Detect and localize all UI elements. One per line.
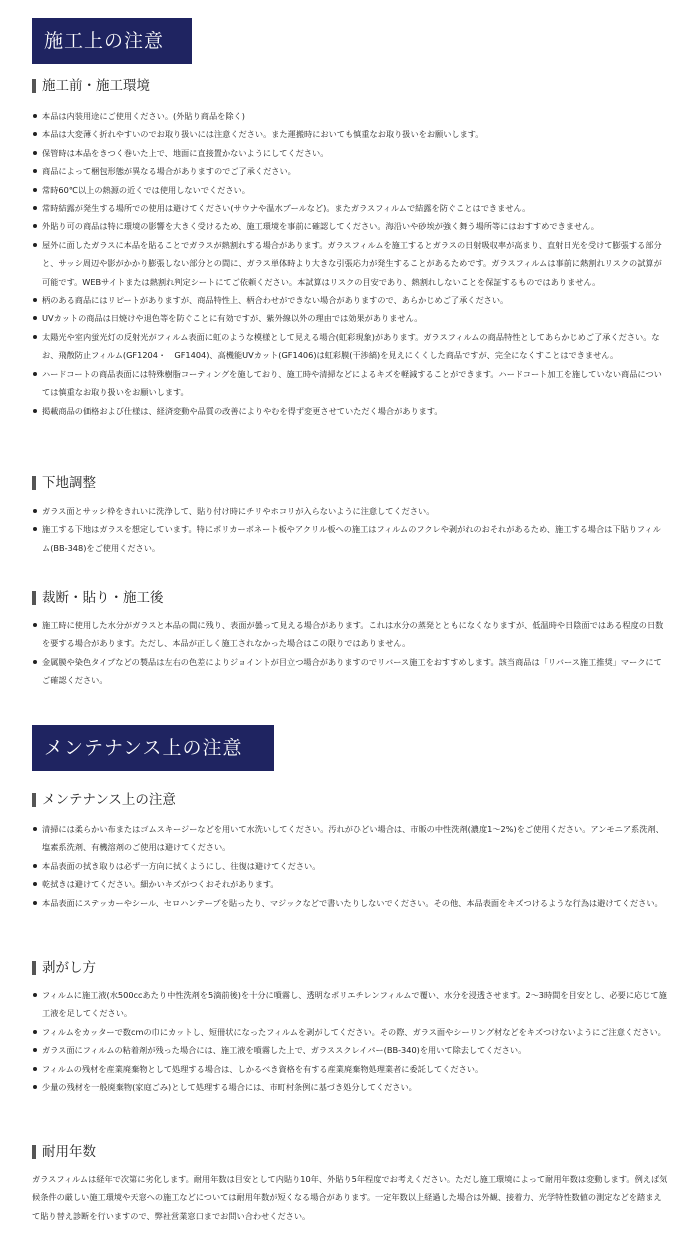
- pre-construction-list: [32, 107, 668, 420]
- list-item: 掲載商品の価格および仕様は、経済変動や品質の改善によりやむを得ず変更させていただく場合があります。: [32, 402, 668, 420]
- lifespan-heading: 耐用年数: [32, 1142, 96, 1162]
- list-item: 施工する下地はガラスを想定しています。特にポリカーボネート板やアクリル板への施工はフィルムのフクレや剥がれのおそれがあるため、施工する場合は下貼りフィルム(BB-348)をご使用ください。: [32, 520, 668, 557]
- list-item: 施工時に使用した水分がガラスと本品の間に残り、表面が曇って見える場合があります。これは水分の蒸発とともになくなりますが、低温時や日陰面ではある程度の日数を要する場合があります。ただし、本品が正しく施工されなかった場合はこの限りではありません。: [32, 616, 668, 653]
- list-item: 金属膜や染色タイプなどの製品は左右の色差によりジョイントが目立つ場合がありますのでリバース施工をおすすめします。該当商品は「リバース施工推奨」マークにてご確認ください。: [32, 653, 668, 690]
- list-item: 本品表面にステッカーやシール、セロハンテープを貼ったり、マジックなどで書いたりしないでください。その他、本品表面をキズつけるような行為は避けてください。: [32, 894, 668, 912]
- base-preparation-list: [32, 502, 668, 557]
- removal-list: [32, 986, 668, 1096]
- list-item: フィルムに施工液(水500ccあたり中性洗剤を5滴前後)を十分に噴霧し、透明なポリエチレンフィルムで覆い、水分を浸透させます。2〜3時間を目安とし、必要に応じて施工液を足してください。: [32, 986, 668, 1023]
- maintenance-notes-banner: メンテナンス上の注意: [32, 725, 274, 771]
- list-item: 柄のある商品にはリピートがありますが、商品特性上、柄合わせができない場合がありますので、あらかじめご了承ください。: [32, 291, 668, 309]
- list-item: 乾拭きは避けてください。細かいキズがつくおそれがあります。: [32, 875, 668, 893]
- list-item: ガラス面にフィルムの粘着剤が残った場合には、施工液を噴霧した上で、ガラススクレイパー(BB-340)を用いて除去してください。: [32, 1041, 668, 1059]
- list-item: 少量の残材を一般廃棄物(家庭ごみ)として処理する場合には、市町村条例に基づき処分してください。: [32, 1078, 668, 1096]
- list-item: 保管時は本品をきつく巻いた上で、地面に直接置かないようにしてください。: [32, 144, 668, 162]
- removal-heading: 剥がし方: [32, 958, 96, 978]
- list-item: 外貼り可の商品は特に環境の影響を大きく受けるため、施工環境を事前に確認してください。海沿いや砂埃が強く舞う場所等にはおすすめできません。: [32, 217, 668, 235]
- cutting-application-heading: 裁断・貼り・施工後: [32, 588, 164, 608]
- list-item: ハードコートの商品表面には特殊樹脂コーティングを施しており、施工時や清掃などによるキズを軽減することができます。ハードコート加工を施していない商品については慎重なお取り扱いをお願いします。: [32, 365, 668, 402]
- list-item: 本品は大変薄く折れやすいのでお取り扱いには注意ください。また運搬時においても慎重なお取り扱いをお願いします。: [32, 125, 668, 143]
- list-item: 本品は内装用途にご使用ください。(外貼り商品を除く): [32, 107, 668, 125]
- list-item: ガラス面とサッシ枠をきれいに洗浄して、貼り付け時にチリやホコリが入らないように注意してください。: [32, 502, 668, 520]
- list-item: 清掃には柔らかい布またはゴムスキージーなどを用いて水洗いしてください。汚れがひどい場合は、市販の中性洗剤(濃度1〜2%)をご使用ください。アンモニア系洗剤、塩素系洗剤、有機溶剤のご使用は避けてください。: [32, 820, 668, 857]
- list-item: UVカットの商品は日焼けや退色等を防ぐことに有効ですが、紫外線以外の理由では効果がありません。: [32, 309, 668, 327]
- construction-notes-banner: 施工上の注意: [32, 18, 192, 64]
- pre-construction-heading: 施工前・施工環境: [32, 76, 150, 96]
- list-item: フィルムをカッターで数cmの巾にカットし、短冊状になったフィルムを剥がしてください。その際、ガラス面やシーリング材などをキズつけないようにご注意ください。: [32, 1023, 668, 1041]
- maintenance-heading: メンテナンス上の注意: [32, 790, 176, 810]
- list-item: 商品によって梱包形態が異なる場合がありますのでご了承ください。: [32, 162, 668, 180]
- list-item: 本品表面の拭き取りは必ず一方向に拭くようにし、往復は避けてください。: [32, 857, 668, 875]
- list-item: 太陽光や室内蛍光灯の反射光がフィルム表面に虹のような模様として見える場合(虹彩現象)があります。ガラスフィルムの商品特性としてあらかじめご了承ください。なお、飛散防止フィルム(GF1204・ GF1404)、高機能UVカット(GF1406)は虹彩膜(干渉縞)を見えにくくした商品ですが、完全になくすことはできません。: [32, 328, 668, 365]
- list-item: フィルムの残材を産業廃棄物として処理する場合は、しかるべき資格を有する産業廃棄物処理業者に委託してください。: [32, 1060, 668, 1078]
- maintenance-list: [32, 820, 668, 912]
- cutting-application-list: [32, 616, 668, 690]
- list-item: 常時60℃以上の熱源の近くでは使用しないでください。: [32, 181, 668, 199]
- list-item: 常時結露が発生する場所での使用は避けてください(サウナや温水プールなど)。またガラスフィルムで結露を防ぐことはできません。: [32, 199, 668, 217]
- list-item: 屋外に面したガラスに本品を貼ることでガラスが熱割れする場合があります。ガラスフィルムを施工するとガラスの日射吸収率が高まり、直射日光を受けて膨張する部分と、サッシ周辺や影がかかり膨張しない部分との間に、ガラス単体時より大きな引張応力が発生することがあるためです。ガラスフィルムは事前に熱割れリスクの試算が可能です。WEBサイトまたは熱割れ判定シートにてご依頼ください。本試算はリスクの目安であり、熱割れしないことを保証するものではありません。: [32, 236, 668, 291]
- lifespan-text: ガラスフィルムは経年で次第に劣化します。耐用年数は目安として内貼り10年、外貼り5年程度でお考えください。ただし施工環境によって耐用年数は変動します。例えば気候条件の厳しい施工環境や天窓への施工などについては耐用年数が短くなる場合があります。一定年数以上経過した場合は外観、接着力、光学特性数値の測定などを踏まえて貼り替え診断を行いますので、弊社営業窓口までお問い合わせください。: [32, 1174, 668, 1221]
- base-preparation-heading: 下地調整: [32, 473, 96, 493]
